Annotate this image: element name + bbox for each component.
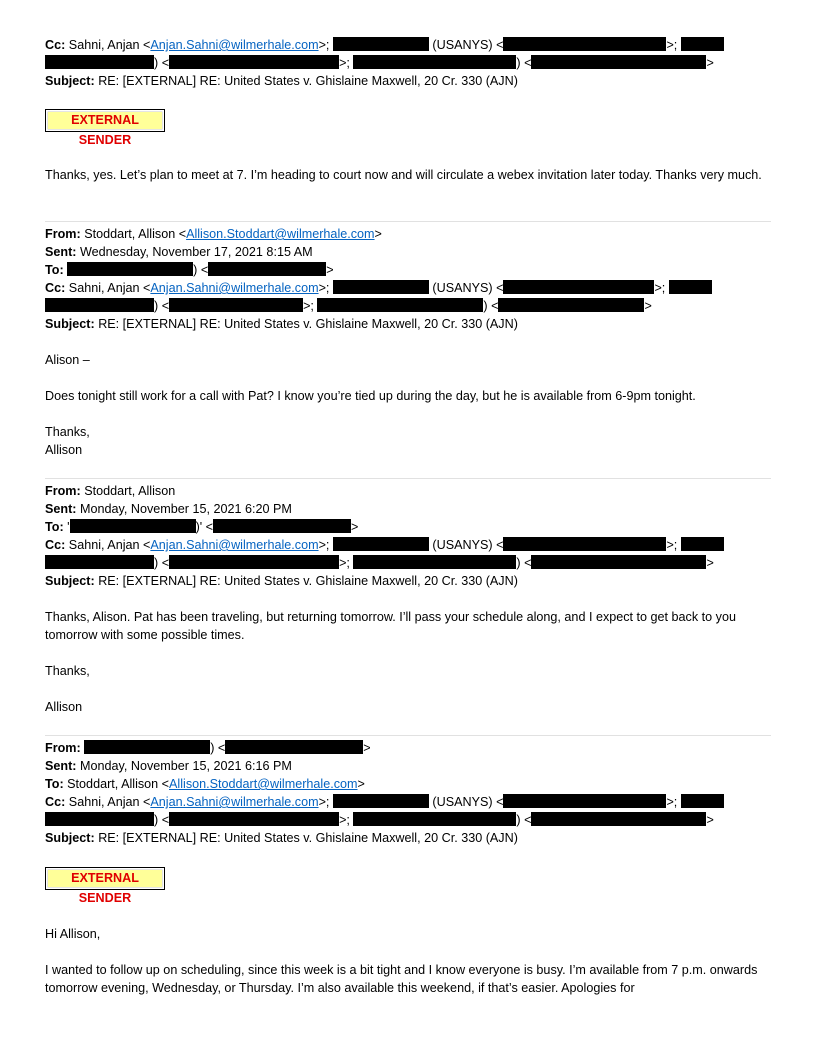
subject-text: RE: [EXTERNAL] RE: United States v. Ghislaine Maxwell, 20 Cr. 330 (AJN) — [98, 317, 518, 331]
email-1-to-line — [45, 261, 785, 279]
from-text: ) < — [210, 741, 226, 755]
redaction-block — [45, 55, 154, 69]
subject-text: RE: [EXTERNAL] RE: United States v. Ghislaine Maxwell, 20 Cr. 330 (AJN) — [98, 74, 518, 88]
redaction-block — [225, 740, 363, 754]
cc-text: ) < — [154, 299, 170, 313]
subject-text: RE: [EXTERNAL] RE: United States v. Ghislaine Maxwell, 20 Cr. 330 (AJN) — [98, 574, 518, 588]
email-3-subject-line — [45, 829, 785, 847]
sent-label: Sent: — [45, 759, 77, 773]
from-name: Stoddart, Allison < — [84, 227, 187, 241]
email-1-signoff: Thanks, — [45, 425, 90, 439]
email-1-cc-line-2 — [45, 297, 785, 315]
to-text: > — [326, 263, 334, 277]
email-1-signature: Allison — [45, 443, 83, 457]
email-3-to-line — [45, 775, 785, 793]
cc-label: Cc: — [45, 538, 66, 552]
cc-text: ) < — [483, 299, 499, 313]
to-label: To: — [45, 520, 64, 534]
cc-text: ) < — [154, 56, 170, 70]
to-text: )' < — [195, 520, 214, 534]
email-0-body: Thanks, yes. Let’s plan to meet at 7. I’m heading to court now and will circulate a webex invitation later today. Thanks very much. — [45, 168, 762, 182]
sent-date: Wednesday, November 17, 2021 8:15 AM — [79, 245, 313, 259]
external-sender-badge: EXTERNAL SENDER — [45, 109, 165, 132]
email-3-greeting: Hi Allison, — [45, 927, 101, 941]
email-2-subject-line — [45, 572, 785, 590]
cc-text: > — [644, 299, 652, 313]
sent-date: Monday, November 15, 2021 6:20 PM — [79, 502, 292, 516]
redaction-block — [498, 298, 644, 312]
cc-separator: >; — [303, 299, 318, 313]
email-3-from-line — [45, 739, 785, 757]
redaction-block — [353, 812, 516, 826]
email-1-cc-line-1 — [45, 279, 785, 297]
from-label: From: — [45, 484, 81, 498]
cc-email-link[interactable]: Anjan.Sahni@wilmerhale.com — [150, 795, 319, 809]
redaction-block — [503, 794, 666, 808]
email-2-sent-line — [45, 500, 785, 518]
email-2-to-line — [45, 518, 785, 536]
cc-label: Cc: — [45, 281, 66, 295]
email-2-from-line — [45, 482, 785, 500]
redaction-block — [503, 537, 666, 551]
cc-text: ) < — [154, 813, 170, 827]
email-2-signature: Allison — [45, 700, 83, 714]
email-divider — [45, 478, 771, 479]
cc-email-link[interactable]: Anjan.Sahni@wilmerhale.com — [150, 538, 319, 552]
cc-separator: >; — [339, 813, 354, 827]
subject-label: Subject: — [45, 574, 95, 588]
to-text: ) < — [193, 263, 209, 277]
email-0-cc-line-2 — [45, 54, 785, 72]
email-2-cc-line-2 — [45, 554, 785, 572]
email-3-cc-line-1 — [45, 793, 785, 811]
external-sender-badge: EXTERNAL SENDER — [45, 867, 165, 890]
redaction-block — [208, 262, 326, 276]
from-text: > — [374, 227, 382, 241]
cc-label: Cc: — [45, 38, 66, 52]
email-2-body: Thanks, Alison. Pat has been traveling, but returning tomorrow. I’ll pass your schedule along, and I expect to get back to you tomorrow with some possible times. — [45, 610, 736, 642]
redaction-block — [503, 37, 666, 51]
email-3-sent-line — [45, 757, 785, 775]
from-label: From: — [45, 741, 81, 755]
cc-label: Cc: — [45, 795, 66, 809]
cc-text: > — [706, 56, 714, 70]
cc-name: Sahni, Anjan < — [68, 538, 151, 552]
redaction-block — [169, 555, 339, 569]
redaction-block — [70, 519, 196, 533]
from-name: Stoddart, Allison — [84, 484, 176, 498]
cc-text: (USANYS) < — [428, 795, 504, 809]
cc-text: ) < — [154, 556, 170, 570]
redaction-block — [45, 812, 154, 826]
sent-label: Sent: — [45, 502, 77, 516]
to-text: ' — [67, 520, 70, 534]
redaction-block — [681, 794, 724, 808]
sent-date: Monday, November 15, 2021 6:16 PM — [79, 759, 292, 773]
redaction-block — [169, 298, 303, 312]
redaction-block — [67, 262, 193, 276]
cc-name: Sahni, Anjan < — [68, 281, 151, 295]
cc-separator: >; — [318, 538, 333, 552]
cc-separator: >; — [666, 38, 681, 52]
cc-separator: >; — [666, 795, 681, 809]
subject-label: Subject: — [45, 74, 95, 88]
email-divider — [45, 221, 771, 222]
from-email-link[interactable]: Allison.Stoddart@wilmerhale.com — [186, 227, 375, 241]
cc-text: ) < — [516, 56, 532, 70]
redaction-block — [503, 280, 654, 294]
cc-separator: >; — [666, 538, 681, 552]
redaction-block — [681, 37, 724, 51]
to-text: > — [351, 520, 359, 534]
redaction-block — [531, 812, 706, 826]
redaction-block — [353, 55, 516, 69]
cc-separator: >; — [318, 38, 333, 52]
cc-text: (USANYS) < — [428, 38, 504, 52]
subject-label: Subject: — [45, 831, 95, 845]
redaction-block — [169, 812, 339, 826]
redaction-block — [333, 37, 429, 51]
to-label: To: — [45, 777, 64, 791]
to-text: > — [357, 777, 365, 791]
cc-separator: >; — [654, 281, 669, 295]
redaction-block — [531, 55, 706, 69]
email-1-sent-line — [45, 243, 785, 261]
cc-text: > — [706, 813, 714, 827]
cc-separator: >; — [339, 556, 354, 570]
redaction-block — [333, 280, 429, 294]
redaction-block — [169, 55, 339, 69]
email-1-from-line — [45, 225, 785, 243]
email-1-greeting: Alison – — [45, 353, 90, 367]
cc-text: ) < — [516, 556, 532, 570]
redaction-block — [531, 555, 706, 569]
redaction-block — [213, 519, 351, 533]
email-divider — [45, 735, 771, 736]
cc-name: Sahni, Anjan < — [68, 38, 151, 52]
redaction-block — [317, 298, 483, 312]
cc-name: Sahni, Anjan < — [68, 795, 151, 809]
redaction-block — [45, 298, 154, 312]
email-0-subject-line — [45, 72, 785, 90]
cc-text: > — [706, 556, 714, 570]
sent-label: Sent: — [45, 245, 77, 259]
cc-email-link[interactable]: Anjan.Sahni@wilmerhale.com — [150, 281, 319, 295]
cc-text: ) < — [516, 813, 532, 827]
redaction-block — [353, 555, 516, 569]
cc-separator: >; — [339, 56, 354, 70]
from-text: > — [363, 741, 371, 755]
cc-email-link[interactable]: Anjan.Sahni@wilmerhale.com — [150, 38, 319, 52]
email-0-cc-line-1 — [45, 36, 785, 54]
cc-text: (USANYS) < — [428, 281, 504, 295]
subject-label: Subject: — [45, 317, 95, 331]
redaction-block — [333, 537, 429, 551]
cc-separator: >; — [318, 281, 333, 295]
cc-text: (USANYS) < — [428, 538, 504, 552]
email-1-body: Does tonight still work for a call with Pat? I know you’re tied up during the day, but he is available from 6-9pm tonight. — [45, 389, 696, 403]
to-email-link[interactable]: Allison.Stoddart@wilmerhale.com — [169, 777, 358, 791]
email-3-body: I wanted to follow up on scheduling, since this week is a bit tight and I know everyone is busy. I’m available from 7 p.m. onwards tomorrow evening, Wednesday, or Thursday. I’m also available this weekend, if that’s easier. Apologies for — [45, 963, 758, 995]
subject-text: RE: [EXTERNAL] RE: United States v. Ghislaine Maxwell, 20 Cr. 330 (AJN) — [98, 831, 518, 845]
redaction-block — [333, 794, 429, 808]
redaction-block — [84, 740, 210, 754]
email-1-subject-line — [45, 315, 785, 333]
email-3-cc-line-2 — [45, 811, 785, 829]
to-label: To: — [45, 263, 64, 277]
to-name: Stoddart, Allison < — [67, 777, 170, 791]
from-label: From: — [45, 227, 81, 241]
email-2-cc-line-1 — [45, 536, 785, 554]
redaction-block — [681, 537, 724, 551]
email-2-signoff: Thanks, — [45, 664, 90, 678]
redaction-block — [669, 280, 712, 294]
redaction-block — [45, 555, 154, 569]
cc-separator: >; — [318, 795, 333, 809]
